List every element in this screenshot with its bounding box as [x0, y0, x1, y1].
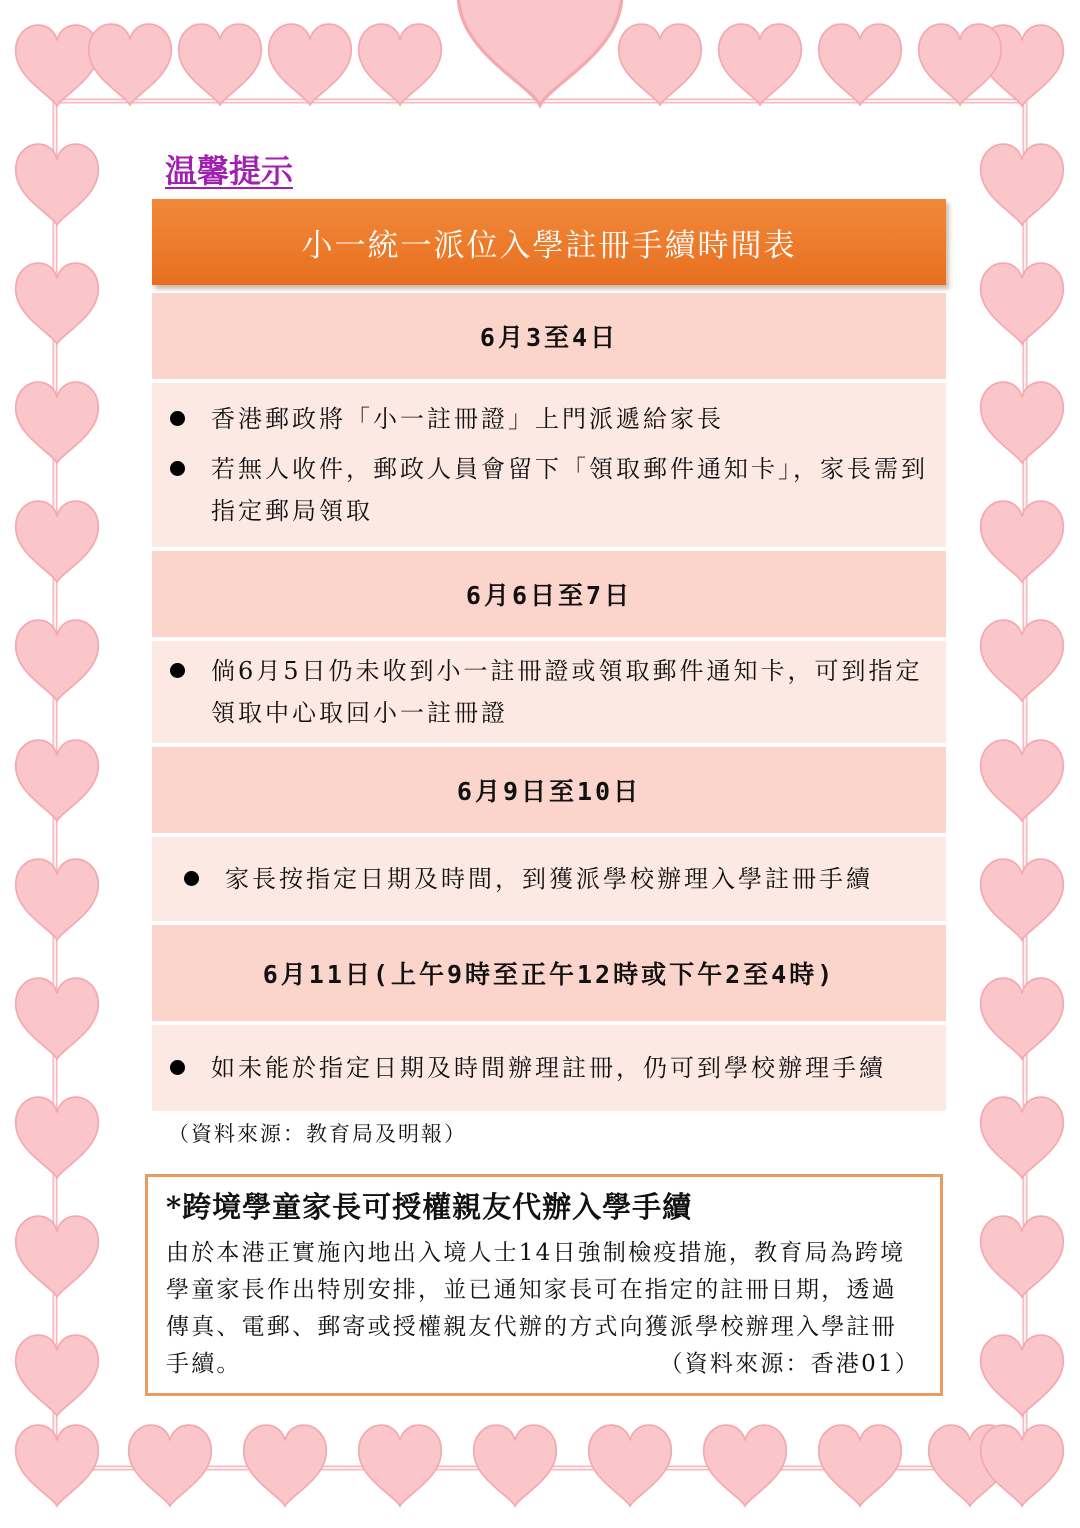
date-label: 6月3至4日 [479, 323, 619, 352]
schedule-table [152, 291, 946, 1113]
list-item-text: 若無人收件，郵政人員會留下「領取郵件通知卡」，家長需到指定郵局領取 [211, 455, 928, 525]
content-row-1 [152, 381, 946, 549]
heart-icon [89, 24, 172, 105]
date-label: 6月9日至10日 [456, 777, 642, 806]
heart-icon [981, 620, 1064, 701]
heart-icon [704, 1425, 787, 1506]
heart-icon [819, 1425, 902, 1506]
heart-icon [359, 1425, 442, 1506]
heart-icon [981, 144, 1064, 225]
notice-body [166, 1235, 920, 1383]
heart-icon [981, 382, 1064, 463]
bullet-icon [170, 461, 185, 476]
bullet-icon [170, 411, 185, 426]
heart-icon [589, 1425, 672, 1506]
list-item [180, 858, 932, 900]
bullet-icon [184, 871, 199, 886]
heart-icon [269, 24, 352, 105]
heart-icon [981, 263, 1064, 344]
list-item [166, 1047, 932, 1089]
heart-icon [179, 24, 262, 105]
list-item [166, 650, 932, 734]
heart-icon [129, 1425, 212, 1506]
heart-icon [16, 25, 99, 106]
heart-icon [819, 24, 902, 105]
heart-icon [981, 740, 1064, 821]
heart-icon [919, 24, 1002, 105]
date-row-4 [152, 923, 946, 1023]
heart-icon [719, 24, 802, 105]
schedule-header-text: 小一統一派位入學註冊手續時間表 [301, 227, 797, 264]
notice-body-text: 由於本港正實施內地出入境人士14日強制檢疫措施，教育局為跨境學童家長作出特別安排，並已通知家長可在指定的註冊日期，透過傳真、電郵、郵寄或授權親友代辦的方式向獲派學校辦理入學註冊手續。 [166, 1240, 906, 1377]
list-item-text: 香港郵政將「小一註冊證」上門派遞給家長 [211, 405, 724, 433]
source-note: （資料來源：教育局及明報） [168, 1122, 467, 1146]
date-row-2 [152, 549, 946, 639]
list-item-text: 倘6月5日仍未收到小一註冊證或領取郵件通知卡，可到指定領取中心取回小一註冊證 [211, 657, 923, 727]
heart-icon [981, 859, 1064, 940]
heart-icon [458, 0, 621, 105]
notice-title: *跨境學童家長可授權親友代辦入學手續 [166, 1190, 693, 1224]
content-row-2 [152, 639, 946, 745]
heart-icon [981, 501, 1064, 582]
date-row-1 [152, 291, 946, 381]
schedule-header [152, 199, 946, 285]
content-row-4 [152, 1023, 946, 1113]
page-title[interactable]: 温馨提示 [165, 152, 294, 190]
heart-icon [981, 978, 1064, 1059]
content-row-3 [152, 835, 946, 923]
list-item [166, 398, 932, 440]
heart-icon [981, 1335, 1064, 1416]
notice-box [145, 1174, 943, 1396]
notice-source: （資料來源：香港01） [659, 1351, 920, 1377]
heart-icon [619, 24, 702, 105]
heart-icon [244, 1425, 327, 1506]
heart-icon [474, 1425, 557, 1506]
date-label: 6月6日至7日 [465, 581, 633, 610]
bullet-icon [170, 663, 185, 678]
heart-icon [981, 1097, 1064, 1178]
list-item-text: 如未能於指定日期及時間辦理註冊，仍可到學校辦理手續 [211, 1054, 886, 1082]
heart-icon [359, 24, 442, 105]
heart-icon [981, 1425, 1064, 1506]
heart-icon [981, 1216, 1064, 1297]
list-item [166, 448, 932, 532]
list-item-text: 家長按指定日期及時間，到獲派學校辦理入學註冊手續 [225, 865, 873, 893]
bullet-icon [170, 1060, 185, 1075]
date-row-3 [152, 745, 946, 835]
date-label: 6月11日(上午9時至正午12時或下午2至4時) [262, 960, 836, 989]
